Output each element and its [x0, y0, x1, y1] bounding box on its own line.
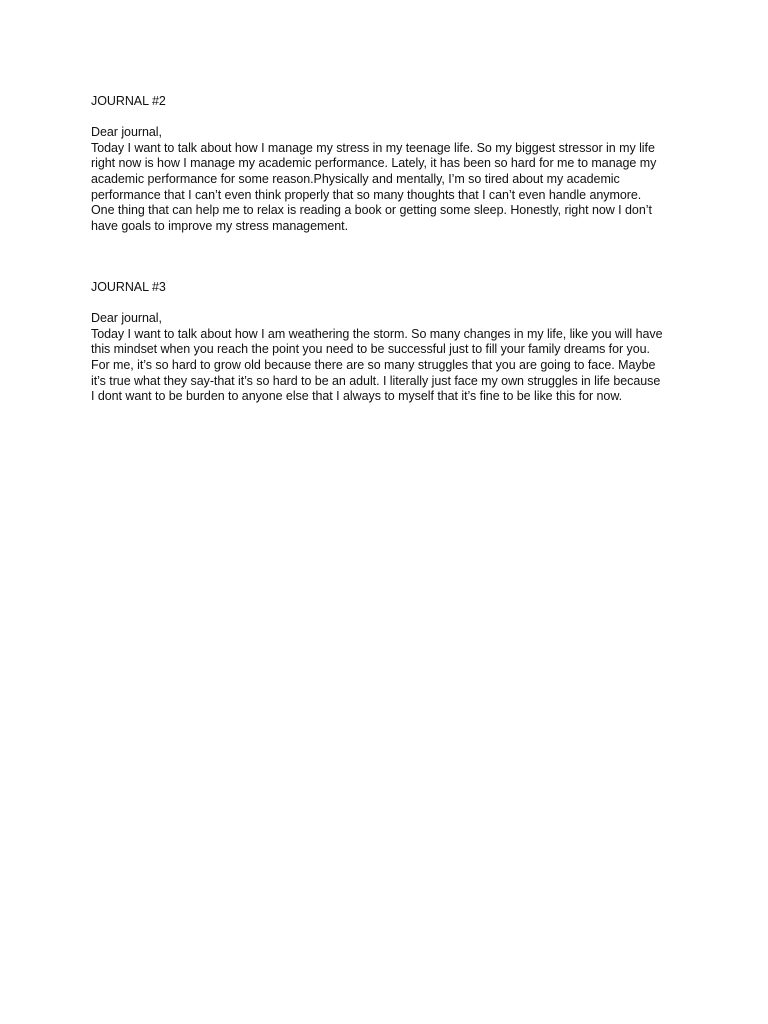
journal-entry-2: [91, 94, 691, 234]
body-line: performance that I can’t even think properly that so many thoughts that I can’t even handle anymore.: [91, 187, 642, 202]
body-line: Today I want to talk about how I manage my stress in my teenage life. So my biggest stressor in my life: [91, 140, 655, 155]
body-line: have goals to improve my stress management.: [91, 218, 348, 233]
body-line: For me, it’s so hard to grow old because there are so many struggles that you are going to face. Maybe: [91, 357, 656, 372]
body-line: I dont want to be burden to anyone else that I always to myself that it’s fine to be like this for now.: [91, 389, 623, 404]
journal-entry-3: [91, 280, 691, 405]
body-line: this mindset when you reach the point you need to be successful just to fill your family dreams for you.: [91, 342, 650, 357]
body-line: Today I want to talk about how I am weathering the storm. So many changes in my life, like you will have: [91, 326, 663, 341]
body-line: it’s true what they say-that it’s so hard to be an adult. I literally just face my own struggles in life because: [91, 373, 661, 388]
body-line: academic performance for some reason.Physically and mentally, I’m so tired about my academic: [91, 171, 620, 186]
journal-title: JOURNAL #2: [91, 94, 166, 108]
journal-salutation: Dear journal,: [91, 125, 162, 140]
journal-salutation: Dear journal,: [91, 311, 162, 326]
body-line: One thing that can help me to relax is reading a book or getting some sleep. Honestly, right now I don’t: [91, 203, 652, 218]
body-line: right now is how I manage my academic performance. Lately, it has been so hard for me to manage my: [91, 156, 657, 171]
journal-body: [91, 141, 691, 235]
journal-body: [91, 327, 691, 405]
journal-title: JOURNAL #3: [91, 280, 166, 294]
